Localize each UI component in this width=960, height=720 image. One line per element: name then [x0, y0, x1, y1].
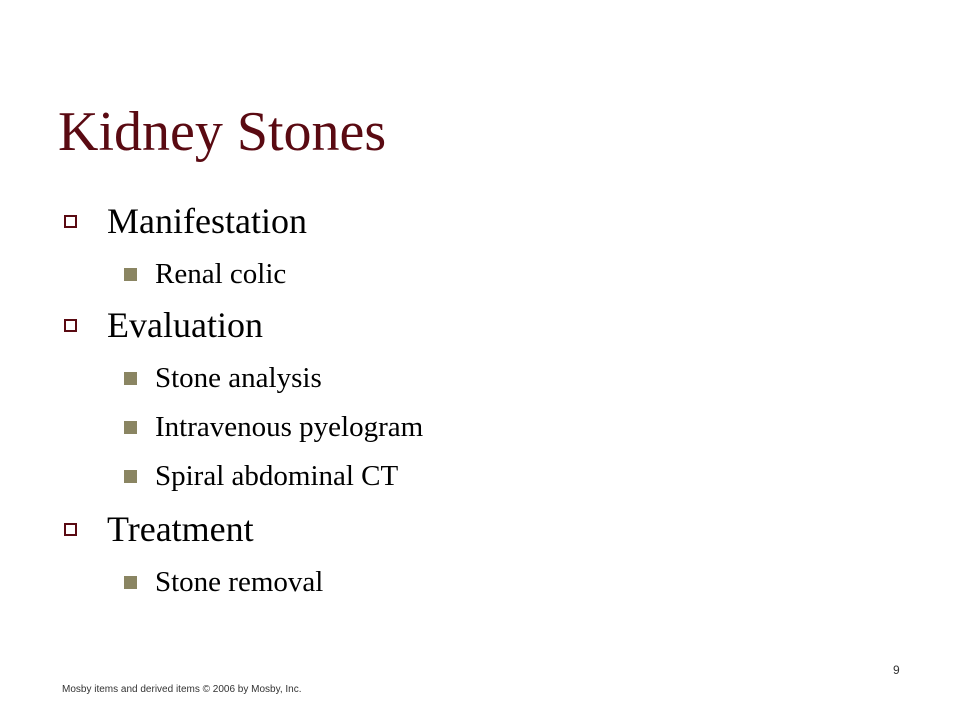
filled-square-bullet-icon [124, 268, 137, 281]
hollow-square-bullet-icon [64, 523, 77, 536]
bullet-heading: Evaluation [107, 305, 263, 345]
sub-bullet-stone-removal [124, 565, 323, 599]
sub-bullet-renal-colic [124, 257, 286, 291]
filled-square-bullet-icon [124, 372, 137, 385]
sub-bullet-spiral-abdominal-ct [124, 459, 398, 493]
slide-title: Kidney Stones [58, 101, 387, 163]
filled-square-bullet-icon [124, 421, 137, 434]
copyright-footer: Mosby items and derived items © 2006 by Mosby, Inc. [62, 684, 302, 695]
sub-bullet-text: Spiral abdominal CT [155, 459, 399, 492]
bullet-evaluation [64, 305, 263, 345]
sub-bullet-stone-analysis [124, 361, 322, 395]
sub-bullet-text: Stone removal [155, 565, 324, 598]
bullet-heading: Treatment [107, 509, 254, 549]
sub-bullet-intravenous-pyelogram [124, 410, 423, 444]
hollow-square-bullet-icon [64, 215, 77, 228]
bullet-treatment [64, 509, 254, 549]
sub-bullet-text: Stone analysis [155, 361, 322, 394]
page-number: 9 [893, 663, 900, 677]
filled-square-bullet-icon [124, 470, 137, 483]
bullet-manifestation [64, 201, 307, 241]
hollow-square-bullet-icon [64, 319, 77, 332]
sub-bullet-text: Intravenous pyelogram [155, 410, 424, 443]
sub-bullet-text: Renal colic [155, 257, 287, 290]
bullet-heading: Manifestation [107, 201, 307, 241]
filled-square-bullet-icon [124, 576, 137, 589]
